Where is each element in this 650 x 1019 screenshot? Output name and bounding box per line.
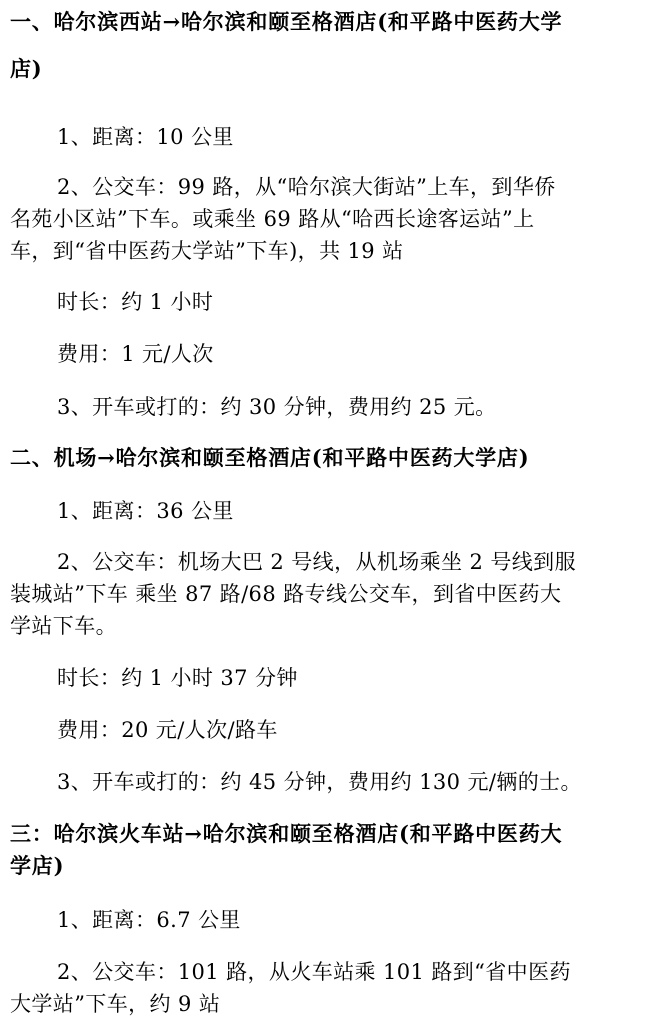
- section-2-duration: 时长：约 1 小时 37 分钟: [57, 666, 298, 690]
- section-2-heading-line-1: 二、机场→哈尔滨和颐至格酒店(和平路中医药大学店): [10, 445, 530, 470]
- section-1-distance: 1、距离：10 公里: [57, 125, 234, 149]
- section-3-distance: 1、距离：6.7 公里: [57, 908, 241, 932]
- section-3-heading-line-2: 学店): [10, 853, 65, 878]
- section-1-duration: 时长：约 1 小时: [57, 290, 214, 314]
- section-1-heading-line-2: 店): [10, 56, 43, 81]
- section-1-bus-line-1: 2、公交车：99 路，从“哈尔滨大街站”上车，到华侨: [57, 175, 556, 199]
- section-1-bus-line-3: 车，到“省中医药大学站”下车)，共 19 站: [10, 239, 404, 263]
- section-3-bus-line-1: 2、公交车：101 路，从火车站乘 101 路到“省中医药: [57, 960, 571, 984]
- section-2-bus-line-2: 装城站”下车 乘坐 87 路/68 路专线公交车，到省中医药大: [10, 582, 562, 606]
- section-3-heading-line-1: 三：哈尔滨火车站→哈尔滨和颐至格酒店(和平路中医药大: [10, 821, 563, 846]
- section-1-taxi: 3、开车或打的：约 30 分钟，费用约 25 元。: [57, 395, 497, 419]
- section-2-bus-line-1: 2、公交车：机场大巴 2 号线，从机场乘坐 2 号线到服: [57, 550, 576, 574]
- section-1-bus-line-2: 名苑小区站”下车。或乘坐 69 路从“哈西长途客运站”上: [10, 207, 535, 231]
- section-2-fare: 费用：20 元/人次/路车: [57, 718, 278, 742]
- section-1-heading-line-1: 一、哈尔滨西站→哈尔滨和颐至格酒店(和平路中医药大学: [10, 9, 563, 34]
- section-2-distance: 1、距离：36 公里: [57, 499, 234, 523]
- section-3-bus-line-2: 大学站”下车，约 9 站: [10, 992, 221, 1016]
- section-2-taxi: 3、开车或打的：约 45 分钟，费用约 130 元/辆的士。: [57, 770, 582, 794]
- section-2-bus-line-3: 学站下车。: [10, 614, 117, 638]
- section-1-fare: 费用：1 元/人次: [57, 342, 214, 366]
